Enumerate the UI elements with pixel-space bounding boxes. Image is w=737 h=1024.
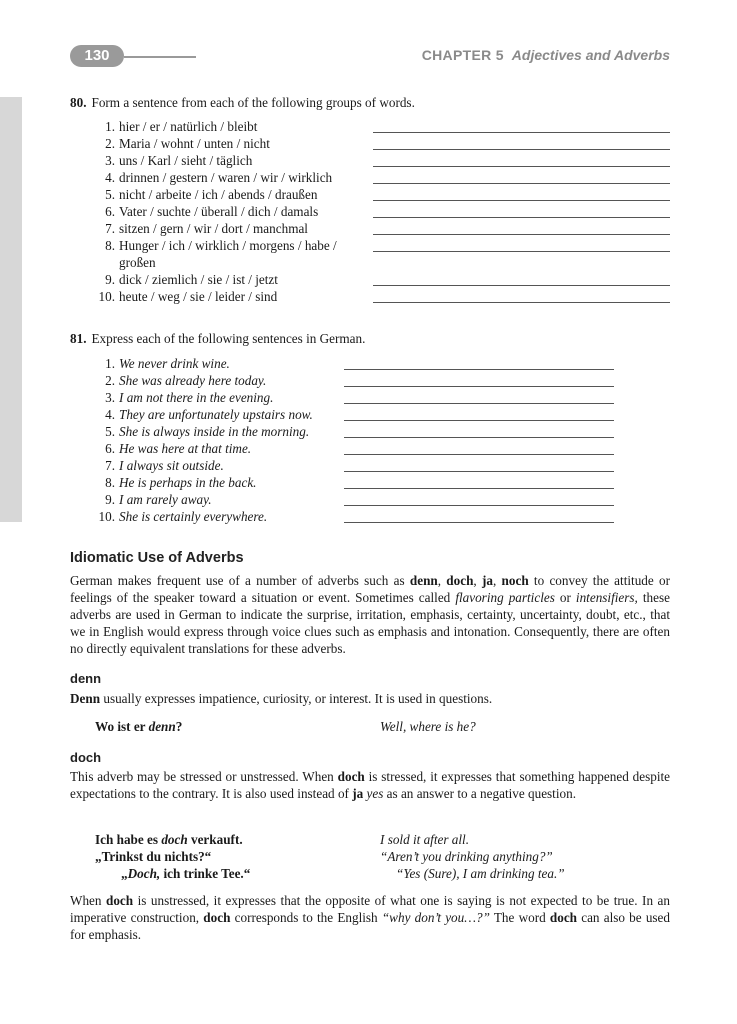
item-text: She is always inside in the morning.: [119, 424, 310, 439]
exercise-80-instruction-text: Form a sentence from each of the following groups of words.: [91, 95, 415, 110]
answer-line[interactable]: [373, 217, 670, 218]
english-translation: Well, where is he?: [380, 719, 476, 734]
subheading-doch: doch: [70, 750, 102, 765]
item-text: I am rarely away.: [119, 492, 212, 507]
exercise-item: [70, 474, 670, 491]
exercise-item: [70, 355, 670, 372]
item-text: He is perhaps in the back.: [119, 475, 257, 490]
item-number: 8.: [105, 238, 115, 253]
item-text: I always sit outside.: [119, 458, 224, 473]
answer-line[interactable]: [344, 437, 614, 438]
exercise-80-list: [70, 118, 670, 305]
item-text: hier / er / natürlich / bleibt: [119, 119, 258, 134]
item-number: 7.: [105, 458, 115, 473]
answer-line[interactable]: [373, 251, 670, 252]
exercise-item: [70, 372, 670, 389]
answer-line[interactable]: [373, 285, 670, 286]
item-number: 4.: [105, 170, 115, 185]
chapter-title: Adjectives and Adverbs: [511, 47, 670, 63]
doch-paragraph-1: This adverb may be stressed or unstressed. When doch is stressed, it expresses that something happened despite expectations to the contrary. It is also used instead of ja yes as an answer to a negative question.: [70, 769, 671, 801]
doch-example: [95, 831, 670, 848]
item-text: Vater / suchte / überall / dich / damals: [119, 204, 319, 219]
exercise-item: [70, 288, 670, 305]
item-text: sitzen / gern / wir / dort / manchmal: [119, 221, 308, 236]
answer-line[interactable]: [373, 302, 670, 303]
exercise-item: [70, 508, 670, 525]
german-example: Ich habe es doch verkauft.: [95, 832, 243, 847]
answer-line[interactable]: [373, 200, 670, 201]
intro-paragraph: German makes frequent use of a number of adverbs such as denn, doch, ja, noch to convey the attitude or feelings of the speaker toward a situation or event. Sometimes called flavoring particles or intensifiers, these adverbs are used in German to indicate the surprise, irritation, emphasis, certainty, uncertainty, doubt, etc., that we in English would express through voice clues such as emphasis and intonation. Consequently, there are often no directly equivalent translations for these adverbs.: [70, 573, 670, 656]
answer-line[interactable]: [373, 149, 670, 150]
exercise-item: [70, 203, 670, 220]
item-number: 5.: [105, 187, 115, 202]
item-number: 3.: [105, 153, 115, 168]
running-head: [422, 47, 670, 64]
answer-line[interactable]: [344, 522, 614, 523]
item-number: 1.: [105, 119, 115, 134]
english-translation: “Aren’t you drinking anything?”: [380, 849, 553, 864]
english-translation: I sold it after all.: [380, 832, 470, 847]
answer-line[interactable]: [344, 420, 614, 421]
exercise-item: [70, 220, 670, 237]
german-example: „Doch, ich trinke Tee.“: [121, 866, 251, 881]
item-number: 4.: [105, 407, 115, 422]
item-text: Maria / wohnt / unten / nicht: [119, 136, 270, 151]
exercise-item: [70, 491, 670, 508]
page-number: 130: [70, 45, 124, 67]
exercise-item: [70, 152, 670, 169]
item-number: 2.: [105, 136, 115, 151]
item-text: nicht / arbeite / ich / abends / draußen: [119, 187, 318, 202]
answer-line[interactable]: [373, 234, 670, 235]
item-text: They are unfortunately upstairs now.: [119, 407, 313, 422]
english-translation: “Yes (Sure), I am drinking tea.”: [396, 866, 565, 881]
answer-line[interactable]: [373, 166, 670, 167]
doch-example: [95, 865, 670, 882]
answer-line[interactable]: [344, 488, 614, 489]
item-number: 9.: [105, 492, 115, 507]
chapter-label: CHAPTER 5: [421, 47, 504, 63]
exercise-item: [70, 389, 670, 406]
item-text: uns / Karl / sieht / täglich: [119, 153, 253, 168]
exercise-item: [70, 457, 670, 474]
exercise-item: [70, 406, 670, 423]
answer-line[interactable]: [373, 132, 670, 133]
denn-example: [95, 718, 670, 735]
exercise-item: [70, 118, 670, 135]
german-example: Wo ist er denn?: [95, 719, 183, 734]
exercise-item: [70, 271, 670, 288]
exercise-item: [70, 440, 670, 457]
answer-line[interactable]: [344, 454, 614, 455]
item-number: 1.: [105, 356, 115, 371]
answer-line[interactable]: [344, 471, 614, 472]
denn-paragraph: Denn usually expresses impatience, curiosity, or interest. It is used in questions.: [70, 691, 493, 706]
exercise-80-number: 80.: [70, 95, 87, 110]
item-text: Hunger / ich / wirklich / morgens / habe / großen: [119, 238, 337, 270]
exercise-item: [70, 423, 670, 440]
item-text: She was already here today.: [119, 373, 267, 388]
item-number: 10.: [98, 509, 115, 524]
header-rule: [124, 56, 196, 58]
exercise-item: [70, 237, 670, 271]
item-number: 2.: [105, 373, 115, 388]
exercise-81-list: [70, 355, 670, 525]
answer-line[interactable]: [344, 403, 614, 404]
exercise-item: [70, 186, 670, 203]
item-number: 3.: [105, 390, 115, 405]
item-number: 10.: [98, 289, 115, 304]
answer-line[interactable]: [373, 183, 670, 184]
answer-line[interactable]: [344, 386, 614, 387]
item-text: dick / ziemlich / sie / ist / jetzt: [119, 272, 278, 287]
item-number: 8.: [105, 475, 115, 490]
exercise-81-instruction: [70, 330, 365, 347]
item-text: I am not there in the evening.: [119, 390, 274, 405]
item-text: He was here at that time.: [119, 441, 252, 456]
item-text: We never drink wine.: [119, 356, 230, 371]
item-number: 6.: [105, 204, 115, 219]
page-header: [70, 45, 670, 69]
subheading-denn: denn: [70, 671, 102, 686]
exercise-80-instruction: [70, 94, 415, 111]
item-text: drinnen / gestern / waren / wir / wirklich: [119, 170, 333, 185]
exercise-81-instruction-text: Express each of the following sentences in German.: [91, 331, 366, 346]
answer-line[interactable]: [344, 369, 614, 370]
item-number: 5.: [105, 424, 115, 439]
item-number: 9.: [105, 272, 115, 287]
doch-example: [95, 848, 670, 865]
exercise-item: [70, 169, 670, 186]
german-example: „Trinkst du nichts?“: [95, 849, 212, 864]
doch-paragraph-2: When doch is unstressed, it expresses that the opposite of what one is saying is not expected to be true. In an imperative construction, doch corresponds to the English “why don’t you…?” The word doch can also be used for emphasis.: [70, 893, 670, 942]
item-number: 7.: [105, 221, 115, 236]
item-number: 6.: [105, 441, 115, 456]
item-text: She is certainly everywhere.: [119, 509, 268, 524]
answer-line[interactable]: [344, 505, 614, 506]
item-text: heute / weg / sie / leider / sind: [119, 289, 278, 304]
exercise-item: [70, 135, 670, 152]
exercise-81-number: 81.: [70, 331, 87, 346]
margin-tab: [0, 97, 22, 522]
section-heading: Idiomatic Use of Adverbs: [70, 550, 244, 566]
